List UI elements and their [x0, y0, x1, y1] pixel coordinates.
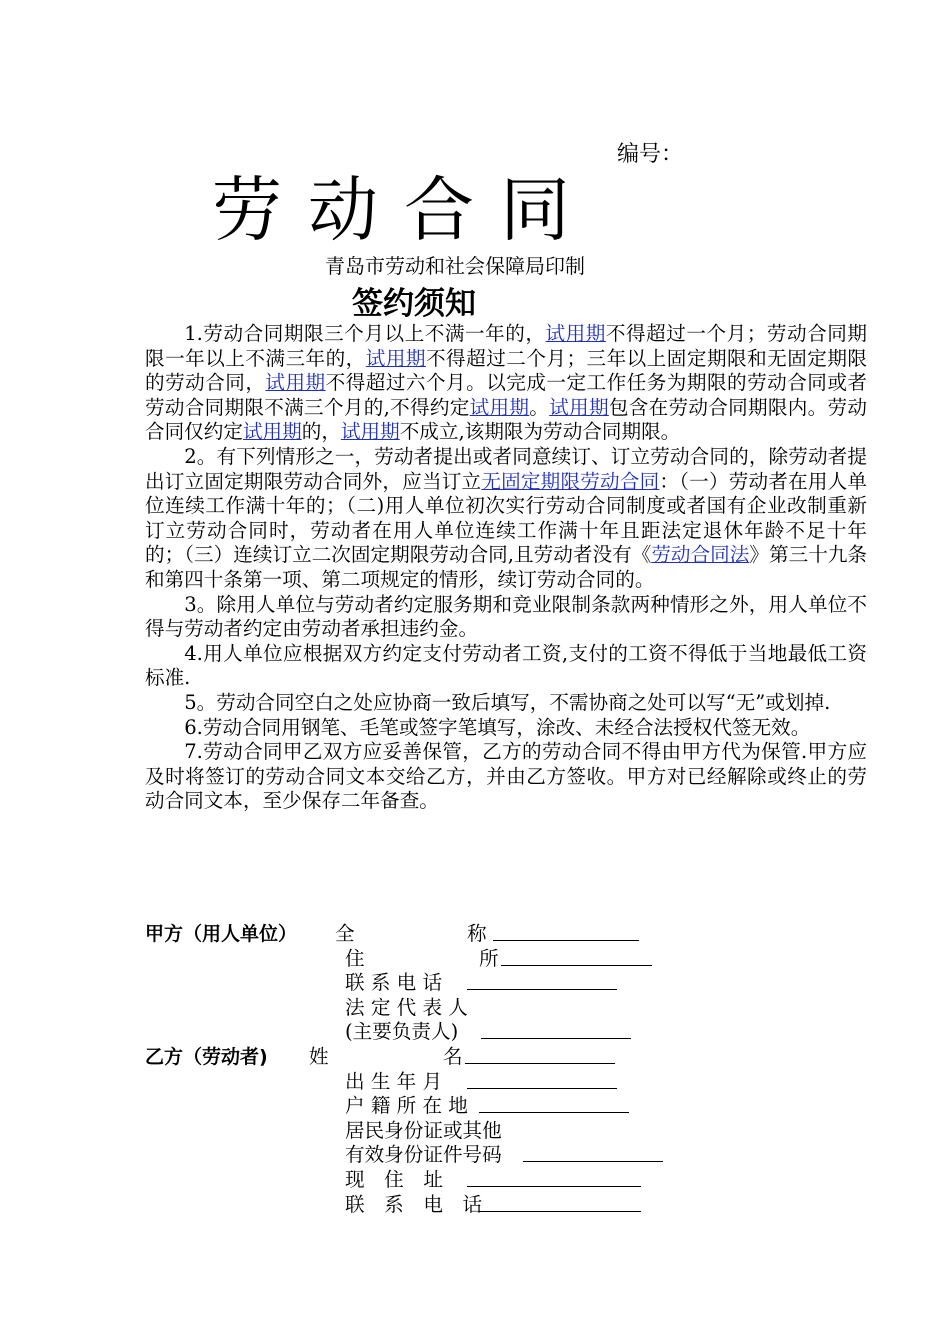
labor-contract-law-link[interactable]: 劳动合同法	[651, 543, 750, 567]
probation-link[interactable]: 试用期	[549, 395, 609, 419]
party-b-id-field[interactable]	[523, 1143, 663, 1162]
party-b-hukou-field[interactable]	[479, 1094, 629, 1113]
party-a-label: 甲方（用人单位）	[145, 923, 298, 945]
party-a-rep-field[interactable]	[481, 1020, 631, 1039]
party-b-phone-row: 联 系 电 话	[145, 1193, 885, 1218]
publisher-line: 青岛市劳动和社会保障局印制	[325, 254, 585, 278]
party-b-id2-row: 有效身份证件号码	[145, 1143, 885, 1168]
party-a-rep-row: 法 定 代 表 人	[345, 995, 468, 1019]
clause-4: 4.用人单位应根据双方约定支付劳动者工资,支付的工资不得低于当地最低工资标准.	[145, 641, 867, 690]
clause-2: 2。有下列情形之一，劳动者提出或者同意续订、订立劳动合同的，除劳动者提出订立固定期限劳动合同外，应当订立无固定期限劳动合同：（一）劳动者在用人单位连续工作满十年的；（二)用人单位初次实行劳动合同制度或者国有企业改制重新订立劳动合同时，劳动者在用人单位连续工作满十年且距法定退休年龄不足十年的；（三）连续订立二次固定期限劳动合同,且劳动者没有《劳动合同法》第三十九条和第四十条第一项、第二项规定的情形，续订劳动合同的。	[145, 444, 868, 591]
document-title: 劳动合同	[212, 169, 596, 251]
party-a-phone-row: 联 系 电 话	[145, 971, 885, 996]
clause-3: 3。除用人单位与劳动者约定服务期和竞业限制条款两种情形之外，用人单位不得与劳动者约定由劳动者承担违约金。	[145, 592, 867, 641]
party-b-id1-row: 居民身份证或其他	[345, 1118, 502, 1142]
party-a-rep2-row: (主要负责人)	[145, 1020, 885, 1045]
probation-link[interactable]: 试用期	[242, 420, 302, 444]
serial-number-label: 编号：	[617, 142, 684, 167]
party-b-name-field[interactable]	[465, 1045, 615, 1064]
party-a-address-row: 住 所	[145, 947, 885, 972]
party-a-address-field[interactable]	[501, 947, 652, 966]
instructions-body	[145, 322, 867, 814]
section-heading: 签约须知	[352, 286, 476, 322]
party-info-form	[145, 922, 885, 1217]
open-ended-contract-link[interactable]: 无固定期限劳动合同	[481, 469, 660, 493]
party-a-phone-field[interactable]	[467, 971, 617, 990]
probation-link[interactable]: 试用期	[545, 322, 606, 345]
party-b-label: 乙方（劳动者)	[145, 1045, 268, 1068]
party-a-name-field[interactable]	[493, 922, 639, 941]
clause-1: 1.劳动合同期限三个月以上不满一年的，试用期不得超过一个月；劳动合同期限一年以上不满三年的，试用期不得超过二个月；三年以上固定期限和无固定期限的劳动合同，试用期不得超过六个月。以完成一定工作任务为期限的劳动合同或者劳动合同期限不满三个月的,不得约定试用期。试用期包含在劳动合同期限内。劳动合同仅约定试用期的，试用期不成立,该期限为劳动合同期限。	[145, 322, 868, 444]
party-b-name-row: 乙方（劳动者) 姓 名	[145, 1045, 885, 1070]
probation-link[interactable]: 试用期	[365, 346, 426, 370]
party-b-birth-row: 出 生 年 月	[145, 1070, 885, 1095]
party-b-address-row: 现 住 址	[145, 1168, 885, 1193]
clause-5: 5。劳动合同空白之处应协商一致后填写，不需协商之处可以写“无”或划掉.	[184, 690, 831, 714]
probation-link[interactable]: 试用期	[340, 420, 400, 444]
party-b-birth-field[interactable]	[467, 1070, 617, 1089]
party-b-address-field[interactable]	[467, 1168, 641, 1187]
party-a-name-row: 甲方（用人单位） 全 称	[145, 922, 885, 947]
party-b-hukou-row: 户 籍 所 在 地	[145, 1094, 885, 1119]
party-b-phone-field[interactable]	[479, 1193, 641, 1212]
probation-link[interactable]: 试用期	[469, 395, 530, 419]
clause-6: 6.劳动合同用钢笔、毛笔或签字笔填写，涂改、未经合法授权代签无效。	[184, 715, 811, 739]
clause-7: 7.劳动合同甲乙双方应妥善保管，乙方的劳动合同不得由甲方代为保管.甲方应及时将签订的劳动合同文本交给乙方，并由乙方签收。甲方对已经解除或终止的劳动合同文本，至少保存二年备查。	[145, 740, 867, 813]
probation-link[interactable]: 试用期	[265, 371, 326, 395]
